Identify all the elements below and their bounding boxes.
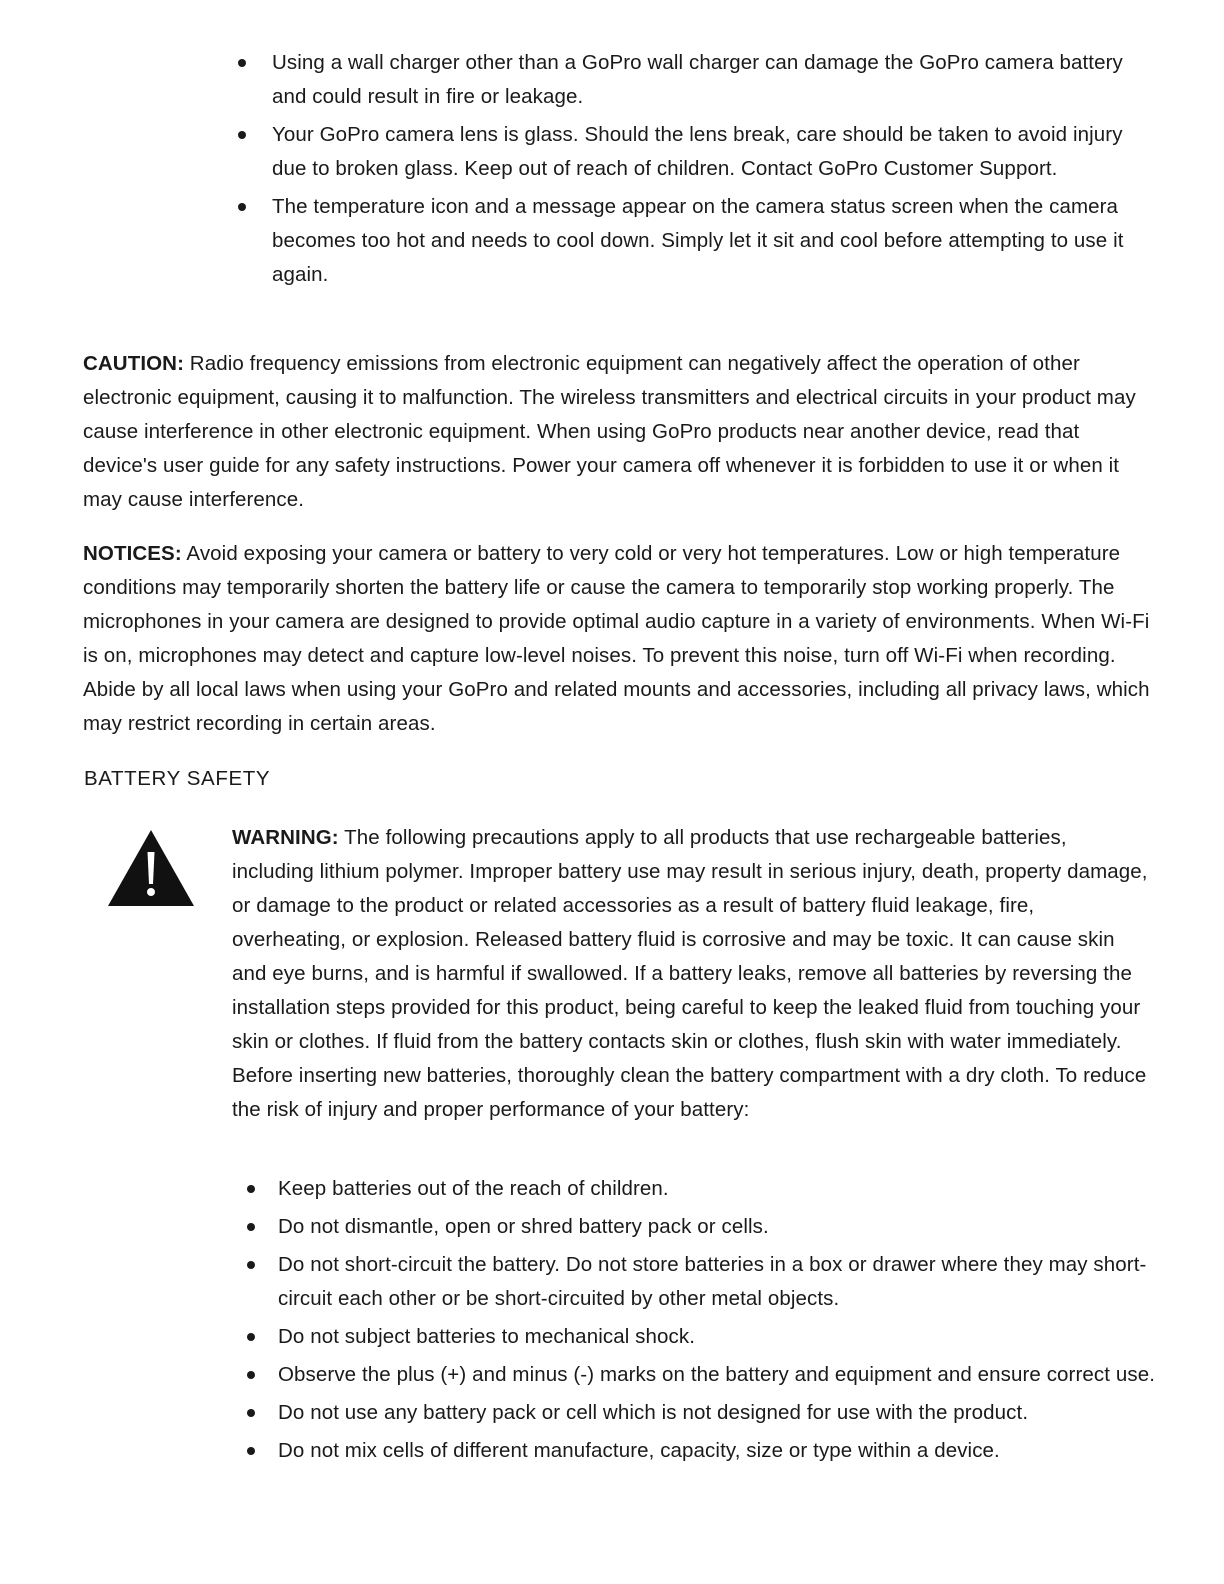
warning-text: The following precautions apply to all products that use rechargeable batteries, including lithium polymer. Improper battery use may result in serious injury, death, property damage, or damage to the product or related accessories as a result of battery fluid leakage, fire, overheating, or explosion. Released battery fluid is corrosive and may be toxic. It can cause skin and eye burns, and is harmful if swallowed. If a battery leaks, remove all batteries by reversing the installation steps provided for this product, being careful to keep the leaked fluid from touching your skin or clothes. If fluid from the battery contacts skin or clothes, flush skin with water immediately. Before inserting new batteries, thoroughly clean the battery compartment with a dry cloth. To reduce the risk of injury and proper performance of your battery: xyxy=(232,826,1148,1121)
bullet-icon xyxy=(247,1333,255,1341)
list-item: Do not short-circuit the battery. Do not store batteries in a box or drawer where they may short-circuit each other or be short-circuited by other metal objects. xyxy=(278,1248,1158,1316)
caution-text: Radio frequency emissions from electronic equipment can negatively affect the operation of other electronic equipment, causing it to malfunction. The wireless transmitters and electrical circuits in your product may cause interference in other electronic equipment. When using GoPro products near another device, read that device's user guide for any safety instructions. Power your camera off whenever it is forbidden to use it or when it may cause interference. xyxy=(83,352,1136,511)
list-item: Do not subject batteries to mechanical shock. xyxy=(278,1320,1158,1354)
bullet-icon xyxy=(238,59,246,67)
charger-safety-list xyxy=(272,46,1152,296)
warning-label: WARNING: xyxy=(232,826,339,849)
section-heading: BATTERY SAFETY xyxy=(84,767,271,790)
bullet-icon xyxy=(238,203,246,211)
caution-paragraph xyxy=(83,347,1153,517)
list-item: The temperature icon and a message appear on the camera status screen when the camera becomes too hot and needs to cool down. Simply let it sit and cool before attempting to use it again. xyxy=(272,190,1152,292)
warning-triangle-icon xyxy=(108,830,194,906)
bullet-icon xyxy=(247,1223,255,1231)
list-item: Keep batteries out of the reach of children. xyxy=(278,1172,1158,1206)
list-item: Your GoPro camera lens is glass. Should the lens break, care should be taken to avoid injury due to broken glass. Keep out of reach of children. Contact GoPro Customer Support. xyxy=(272,118,1152,186)
notices-paragraph xyxy=(83,537,1153,741)
bullet-icon xyxy=(247,1261,255,1269)
list-item: Do not mix cells of different manufacture, capacity, size or type within a device. xyxy=(278,1434,1158,1468)
caution-label: CAUTION: xyxy=(83,352,185,375)
notices-label: NOTICES: xyxy=(83,542,182,565)
bullet-icon xyxy=(238,131,246,139)
list-item: Observe the plus (+) and minus (-) marks on the battery and equipment and ensure correct use. xyxy=(278,1358,1158,1392)
notices-text: Avoid exposing your camera or battery to very cold or very hot temperatures. Low or high temperature conditions may temporarily shorten the battery life or cause the camera to temporarily stop working properly. The microphones in your camera are designed to provide optimal audio capture in a variety of environments. When Wi-Fi is on, microphones may detect and capture low-level noises. To prevent this noise, turn off Wi-Fi when recording. Abide by all local laws when using your GoPro and related mounts and accessories, including all privacy laws, which may restrict recording in certain areas. xyxy=(83,542,1150,735)
bullet-icon xyxy=(247,1185,255,1193)
bullet-icon xyxy=(247,1371,255,1379)
battery-precautions-list xyxy=(278,1172,1158,1472)
bullet-icon xyxy=(247,1409,255,1417)
warning-paragraph xyxy=(232,821,1152,1127)
list-item: Do not dismantle, open or shred battery pack or cells. xyxy=(278,1210,1158,1244)
list-item: Using a wall charger other than a GoPro wall charger can damage the GoPro camera battery and could result in fire or leakage. xyxy=(272,46,1152,114)
list-item: Do not use any battery pack or cell which is not designed for use with the product. xyxy=(278,1396,1158,1430)
bullet-icon xyxy=(247,1447,255,1455)
